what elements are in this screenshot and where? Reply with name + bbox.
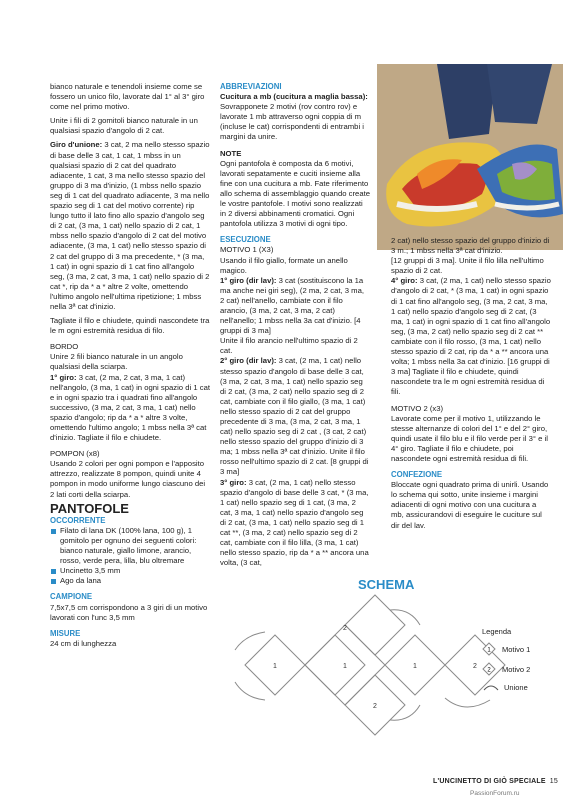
bordo-round-text: 1° giro: 3 cat, (2 ma, 2 cat, 3 ma, 1 cat) nell'angolo, (3 ma, 1 cat) in ogni spazio di 1 cat e in ogni spazio tra i quadrati fino all'angolo successivo, (3 ma, 2 cat, 3 ma, 1 cat) nello spazio d'angolo; rip da * a * altre 3 volte, omettendo l'ultimo angolo; 1 mbss nella 3ª cat d'inizio. Tagliate il filo e chiudete. — [50, 372, 211, 443]
pantofole-title: PANTOFOLE — [50, 500, 129, 516]
diagram-label: 1 — [273, 663, 277, 670]
page-footer — [433, 778, 558, 785]
slippers-illustration — [377, 64, 563, 250]
material-item: Uncinetto 3,5 mm — [60, 566, 210, 576]
page-number: 15 — [549, 778, 558, 785]
union-arrow — [445, 698, 490, 707]
pompon-heading: POMPON (x8) — [50, 449, 100, 459]
square-marker-icon — [482, 662, 496, 676]
occorrente-heading: OCCORRENTE — [50, 515, 106, 525]
diagram-label: 2 — [373, 703, 377, 710]
join-yarn-text: Unite i fili di 2 gomitoli bianco naturale in un qualsiasi spazio d'angolo di 2 cat. — [50, 116, 198, 136]
column-right — [391, 236, 551, 535]
confezione-text: Bloccate ogni quadrato prima di unirli. Usando lo schema qui sotto, unite insieme i margini adiacenti di ogni motivo con una cucitura a mb, assicurandovi di eseguire le cuciture sul dir del lav. — [391, 480, 549, 530]
misure-heading: MISURE — [50, 628, 81, 638]
legend-label: Motivo 2 — [502, 664, 531, 674]
magazine-name: L'UNCINETTO DI GIÒ SPECIALE — [433, 778, 546, 785]
round3-text: 3° giro: 3 cat, (2 ma, 1 cat) nello stesso spazio d'angolo di base delle 3 cat, * (3 ma, 1 cat) nello spazio seg di 1 cat, (3 ma, 2 cat, 3 ma, 1 cat) nello spazio d'angolo seg di 2 cat, (3 ma, 1 cat) nello spazio seg di 1 cat **, (3 ma, 2 cat) nello spazio seg di 2 cat, cambiate con il filo lilla, (3 ma, 1 cat) nello stesso spazio, rip da * a ** ancora una volta, (3 cat, — [220, 477, 369, 568]
round1-text: 1° giro (dir lav): 3 cat (sostituiscono la 1a ma anche nei giri seg), (2 ma, 2 cat, 3 ma, 2 cat) nell'anello, cambiate con il filo arancio, (3 ma, 2 cat, 3 ma, 2 cat) nell'anello; 1 mbss nella 3a cat d'inizio. [4 gruppi di 3 ma] — [220, 275, 364, 336]
intro-text: bianco naturale e tenendoli insieme come se fossero un unico filo, lavorate dal 1° al 3° giro come nel primo motivo. — [50, 82, 205, 112]
round4-text: 4° giro: 3 cat, (2 ma, 1 cat) nello stesso spazio d'angolo di 2 cat, * (3 ma, 1 cat) in ogni spazio di 1 cat fino all'angolo seg, (3 ma, 2 cat, 3 ma, 1 cat) nello spazio d'angolo seg di 2 cat, (3 ma, 1 cat) in ogni spazio di 1 cat fino all'angolo seg, (3 ma, 2 cat) nello spazio seg di 2 cat ** cambiate con il filo rosso, (3 ma, 1 cat) nello stesso spazio di 2 cat, rip da * a ** ancora una volta; 1 mbss nella 3a cat d'inizio. [16 gruppi di 3 ma] Tagliate il filo e chiudete, quindi nascondete tra le m ogni estremità residua di fili. — [391, 276, 551, 397]
legend-item-motivo1 — [482, 642, 562, 656]
bordo-text: Unire 2 fili bianco naturale in un angolo qualsiasi della sciarpa. — [50, 352, 183, 372]
legend-label: Unione — [504, 682, 528, 692]
round2-text: 2° giro (dir lav): 3 cat, (2 ma, 1 cat) nello stesso spazio d'angolo di base delle 3 cat, (3 ma, 2 cat, 3 ma, 1 cat) nello spazio seg di 2 cat, (3 ma, 2 cat) nello spazio seg di 2 cat, cambiate con il filo giallo, (3 ma, 1 cat) nello stesso spazio di 2 cat del gruppo precedente di 3 ma, (3 ma, 2 cat, 3 ma, 1 cat) nello spazio seg di 2 cat , (3 cat, 2 cat) nello stesso spazio del gruppo d'inizio di 3 ma; 1 mbss nella 3ª cat d'inizio. Unite il filo rosso nell'ultimo spazio di 2 cat. [8 gruppi di 3 ma] — [220, 356, 369, 477]
slippers-photo — [377, 64, 563, 250]
legend-label: Motivo 1 — [502, 644, 531, 654]
note-text: Ogni pantofola è composta da 6 motivi, lavorati sepatamente e cuciti insieme alla fine con una cucitura a mb. Fate riferimento allo schema di assemblaggio quando create le vostre pantofole. I motivi sono realizzati in 2 diversi abbinamenti cromatici. Ogni pantofola utilizza 3 motivi di ogni tipo. — [220, 158, 371, 229]
join-round-text: Giro d'unione: 3 cat, 2 ma nello stesso spazio di base delle 3 cat, 1 cat, 1 mbss in un qualsiasi spazio di 2 cat del quadrato adiacente, 1 cat, 3 ma nello stesso spazio del gruppo di 3 ma d'inizio, (1 mbss nello spazio seg di 1 cat del quadrato adiacente, 3 ma nello spazio seg di 1 cat del motivo corrente) rip lungo tutto il lato fino allo spazio d'angolo seg di 2 cat, (3 ma, 1 cat) nello spazio di 2 cat, 1 mbss nello spazio d'angolo di 2 cat del motivo adiacente, (3 ma, 1 cat) nello stesso spazio di 2 cat del gruppo di 3 ma precedente, * (3 ma, 1 cat) in ogni spazio di 1 cat fino all'angolo seg, (3 ma, 2 cat, 3 ma, 1 cat) nello spazio di 2 cat *, rip da * a * altre 2 volte, omettendo l'ultimo angolo nell'ultima ripetizione; 1 mbss nella 3ª cat d'inizio. — [50, 140, 210, 311]
motif-square — [345, 595, 405, 655]
misure-text: 24 cm di lunghezza — [50, 638, 117, 648]
diagram-label: 1 — [413, 663, 417, 670]
material-item: Filato di lana DK (100% lana, 100 g), 1 gomitolo per ognuno dei seguenti colori: bianco naturale, giallo limone, arancio, rosso, verde pera, lilla, blu oltremare — [60, 526, 210, 566]
round1-after-text: Unite il filo arancio nell'ultimo spazio di 2 cat. — [220, 336, 358, 356]
union-arrow-icon — [482, 682, 500, 692]
motivo1-text: Usando il filo giallo, formate un anello magico. — [220, 255, 348, 275]
campione-heading: CAMPIONE — [50, 592, 93, 602]
column-left — [50, 82, 210, 653]
esecuzione-heading: ESECUZIONE — [220, 235, 271, 245]
union-arrow — [235, 632, 265, 650]
watermark: PassionForum.ru — [470, 790, 520, 797]
schema-title: SCHEMA — [358, 577, 415, 592]
legend-item-motivo2 — [482, 662, 562, 676]
abbreviazioni-heading: ABBREVIAZIONI — [220, 82, 282, 91]
legend-title: Legenda — [482, 627, 512, 636]
legend-item-unione — [482, 682, 562, 692]
union-arrow — [390, 705, 420, 720]
diagram-label: 2 — [343, 625, 347, 632]
legend — [482, 627, 562, 692]
legend-number: 2 — [487, 667, 491, 674]
motivo2-heading: MOTIVO 2 (x3) — [391, 403, 444, 413]
motivo2-text: Lavorate come per il motivo 1, utilizzando le stesse alternanze di colori del 1° e del 2° giro, quindi usate il filo blu e il filo verde per il 3° e il 4° giro. Tagliate il filo e chiudete, poi nascondete ogni estremità residua di fili. — [391, 413, 548, 463]
confezione-heading: CONFEZIONE — [391, 470, 443, 480]
bordo-heading: BORDO — [50, 342, 79, 352]
column-middle — [220, 82, 370, 568]
material-item: Ago da lana — [60, 576, 210, 586]
diagram-label: 2 — [473, 663, 477, 670]
union-arrow — [390, 610, 420, 625]
finish-text: Tagliate il filo e chiudete, quindi nascondete tra le m ogni estremità residua di filo. — [50, 316, 210, 336]
motivo1-heading: MOTIVO 1 (X3) — [220, 245, 274, 255]
materials-list — [50, 526, 210, 587]
note-heading: NOTE — [220, 148, 242, 158]
col3-groups-text: [12 gruppi di 3 ma]. Unite il filo lilla nell'ultimo spazio di 2 cat. — [391, 256, 544, 276]
union-arrow — [235, 682, 265, 700]
col3-cont-text: 2 cat) nello stesso spazio del gruppo d'inizio di 3 m.; 1 mbss nella 3ª cat d'inizio. — [391, 236, 550, 256]
motif-square — [305, 635, 365, 695]
abbreviazioni-text: Cucitura a mb (cucitura a maglia bassa): Sovrapponete 2 motivi (rov contro rov) e lavorate 1 mb attraverso ogni coppia di m (incluse le cat) corrispondenti di entrambi i margini da unire. — [220, 92, 368, 142]
square-marker-icon — [482, 642, 496, 656]
campione-text: 7,5x7,5 cm corrispondono a 3 giri di un motivo lavorati con l'unc 3,5 mm — [50, 602, 208, 622]
pompon-text: Usando 2 colori per ogni pompon e l'apposito attrezzo, realizzate 8 pompon, quindi unite 4 pompon in modo uniforme lungo ciascuno dei 2 lati corti della sciarpa. — [50, 459, 206, 499]
diagram-label: 1 — [343, 663, 347, 670]
legend-number: 1 — [487, 647, 491, 654]
